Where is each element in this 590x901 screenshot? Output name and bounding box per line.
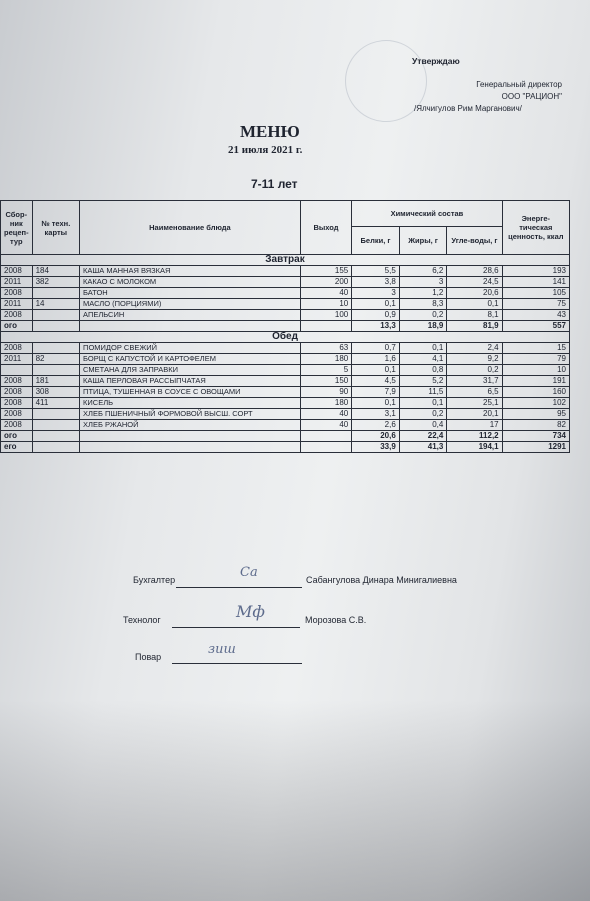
cell-dish-name: ХЛЕБ ПШЕНИЧНЫЙ ФОРМОВОЙ ВЫСШ. СОРТ — [80, 409, 301, 420]
cell-dish-name: КАКАО С МОЛОКОМ — [80, 277, 301, 288]
cell-dish-name: ХЛЕБ РЖАНОЙ — [80, 420, 301, 431]
cell-dish-name: КИСЕЛЬ — [80, 398, 301, 409]
cell-yield: 100 — [300, 310, 351, 321]
cell-tech-card: 14 — [32, 299, 79, 310]
cell-tech-card: 382 — [32, 277, 79, 288]
accountant-name: Сабангулова Динара Минигалиевна — [306, 575, 457, 585]
section-total-row — [1, 431, 570, 442]
header-energy: Энерге-тическая ценность, ккал — [502, 201, 569, 255]
cell-energy: 193 — [502, 266, 569, 277]
cell-dish-name: КАША ПЕРЛОВАЯ РАССЫПЧАТАЯ — [80, 376, 301, 387]
cell-fat: 0,2 — [399, 310, 447, 321]
approval-title: Утверждаю — [412, 56, 460, 66]
cell-tech-card: 411 — [32, 398, 79, 409]
cell-tech-card: 181 — [32, 376, 79, 387]
cell-protein: 0,7 — [352, 343, 400, 354]
cell-carb: 24,5 — [447, 277, 502, 288]
cell-recipe-source: 2008 — [1, 310, 33, 321]
total-empty-cell — [80, 321, 301, 332]
cell-carb: 28,6 — [447, 266, 502, 277]
cell-fat: 0,4 — [399, 420, 447, 431]
cell-protein: 0,1 — [352, 299, 400, 310]
cell-fat: 4,1 — [399, 354, 447, 365]
cell-yield: 155 — [300, 266, 351, 277]
cell-protein: 3 — [352, 288, 400, 299]
cell-carb: 31,7 — [447, 376, 502, 387]
total-energy: 557 — [502, 321, 569, 332]
grand-total-row — [1, 442, 570, 453]
header-recipe-source: Сбор-ник рецеп-тур — [1, 201, 33, 255]
cell-tech-card — [32, 343, 79, 354]
cell-protein: 0,1 — [352, 398, 400, 409]
cell-fat: 1,2 — [399, 288, 447, 299]
cell-dish-name: БОРЩ С КАПУСТОЙ И КАРТОФЕЛЕМ — [80, 354, 301, 365]
cell-dish-name: БАТОН — [80, 288, 301, 299]
menu-row — [1, 354, 570, 365]
cell-energy: 141 — [502, 277, 569, 288]
header-tech-card: № техн. карты — [32, 201, 79, 255]
grand-total-energy: 1291 — [502, 442, 569, 453]
cell-yield: 200 — [300, 277, 351, 288]
cell-recipe-source: 2008 — [1, 398, 33, 409]
document-title: МЕНЮ — [240, 122, 300, 141]
cell-carb: 17 — [447, 420, 502, 431]
menu-row — [1, 343, 570, 354]
menu-row — [1, 288, 570, 299]
total-empty-cell — [32, 321, 79, 332]
menu-row — [1, 387, 570, 398]
cell-energy: 15 — [502, 343, 569, 354]
total-fat: 22,4 — [399, 431, 447, 442]
grand-total-section — [1, 442, 570, 453]
cell-protein: 1,6 — [352, 354, 400, 365]
approval-company: ООО "РАЦИОН" — [501, 92, 562, 101]
cell-carb: 25,1 — [447, 398, 502, 409]
total-label: ого — [1, 431, 33, 442]
menu-row — [1, 299, 570, 310]
cell-carb: 20,6 — [447, 288, 502, 299]
cell-protein: 0,1 — [352, 365, 400, 376]
cook-signature-line — [172, 651, 302, 664]
cell-recipe-source: 2008 — [1, 266, 33, 277]
cell-recipe-source: 2008 — [1, 288, 33, 299]
cell-energy: 79 — [502, 354, 569, 365]
technologist-name: Морозова С.В. — [305, 615, 367, 625]
menu-row — [1, 310, 570, 321]
accountant-label: Бухгалтер — [133, 575, 176, 585]
cell-protein: 2,6 — [352, 420, 400, 431]
cell-recipe-source: 2008 — [1, 343, 33, 354]
cell-recipe-source: 2008 — [1, 420, 33, 431]
cell-tech-card — [32, 288, 79, 299]
cell-recipe-source: 2008 — [1, 376, 33, 387]
header-chemical: Химический состав — [352, 201, 502, 227]
header-dish-name: Наименование блюда — [80, 201, 301, 255]
cell-carb: 20,1 — [447, 409, 502, 420]
menu-row — [1, 266, 570, 277]
menu-row — [1, 277, 570, 288]
cell-energy: 102 — [502, 398, 569, 409]
cell-fat: 11,5 — [399, 387, 447, 398]
cell-dish-name: КАША МАННАЯ ВЯЗКАЯ — [80, 266, 301, 277]
total-empty-cell — [80, 431, 301, 442]
cell-yield: 40 — [300, 409, 351, 420]
bottom-shadow — [0, 700, 590, 901]
document-date: 21 июля 2021 г. — [228, 144, 303, 156]
total-fat: 18,9 — [399, 321, 447, 332]
total-empty-cell — [32, 431, 79, 442]
cell-yield: 10 — [300, 299, 351, 310]
cell-fat: 0,1 — [399, 398, 447, 409]
total-protein: 13,3 — [352, 321, 400, 332]
cell-recipe-source: 2011 — [1, 299, 33, 310]
cell-yield: 40 — [300, 420, 351, 431]
cell-dish-name: МАСЛО (ПОРЦИЯМИ) — [80, 299, 301, 310]
total-empty-cell — [300, 431, 351, 442]
cell-protein: 4,5 — [352, 376, 400, 387]
cell-yield: 180 — [300, 398, 351, 409]
cell-fat: 6,2 — [399, 266, 447, 277]
technologist-label: Технолог — [123, 615, 161, 625]
menu-row — [1, 376, 570, 387]
header-protein: Белки, г — [352, 227, 400, 255]
cell-protein: 7,9 — [352, 387, 400, 398]
cell-dish-name: ПОМИДОР СВЕЖИЙ — [80, 343, 301, 354]
total-energy: 734 — [502, 431, 569, 442]
cell-yield: 40 — [300, 288, 351, 299]
cell-protein: 0,9 — [352, 310, 400, 321]
menu-row — [1, 420, 570, 431]
section-title: Завтрак — [1, 255, 570, 266]
cell-tech-card: 82 — [32, 354, 79, 365]
breakfast-section — [1, 255, 570, 332]
grand-total-protein: 33,9 — [352, 442, 400, 453]
cell-recipe-source — [1, 365, 33, 376]
cook-label: Повар — [135, 652, 162, 662]
total-empty-cell — [300, 321, 351, 332]
cell-yield: 90 — [300, 387, 351, 398]
cell-fat: 0,2 — [399, 409, 447, 420]
header-yield: Выход — [300, 201, 351, 255]
total-label: ого — [1, 321, 33, 332]
total-protein: 20,6 — [352, 431, 400, 442]
total-carb: 81,9 — [447, 321, 502, 332]
cell-tech-card — [32, 409, 79, 420]
menu-row — [1, 409, 570, 420]
section-total-row — [1, 321, 570, 332]
cell-fat: 5,2 — [399, 376, 447, 387]
cook-signature: зиш — [208, 642, 236, 657]
technologist-signature: Мф — [236, 602, 265, 621]
header-carb: Угле-воды, г — [447, 227, 502, 255]
cell-tech-card: 308 — [32, 387, 79, 398]
menu-row — [1, 398, 570, 409]
age-group: 7-11 лет — [251, 177, 298, 191]
cell-yield: 180 — [300, 354, 351, 365]
cell-recipe-source: 2008 — [1, 387, 33, 398]
cell-fat: 3 — [399, 277, 447, 288]
total-carb: 112,2 — [447, 431, 502, 442]
cell-carb: 0,1 — [447, 299, 502, 310]
grand-total-fat: 41,3 — [399, 442, 447, 453]
cell-energy: 105 — [502, 288, 569, 299]
cell-protein: 3,1 — [352, 409, 400, 420]
cell-energy: 82 — [502, 420, 569, 431]
cell-recipe-source: 2011 — [1, 354, 33, 365]
cell-dish-name: АПЕЛЬСИН — [80, 310, 301, 321]
cell-fat: 0,8 — [399, 365, 447, 376]
cell-energy: 95 — [502, 409, 569, 420]
cell-carb: 9,2 — [447, 354, 502, 365]
accountant-signature-line — [176, 575, 302, 588]
cell-dish-name: СМЕТАНА ДЛЯ ЗАПРАВКИ — [80, 365, 301, 376]
cell-yield: 63 — [300, 343, 351, 354]
cell-carb: 2,4 — [447, 343, 502, 354]
cell-protein: 3,8 — [352, 277, 400, 288]
cell-fat: 0,1 — [399, 343, 447, 354]
cell-recipe-source: 2011 — [1, 277, 33, 288]
grand-total-label: его — [1, 442, 33, 453]
cell-tech-card: 184 — [32, 266, 79, 277]
cell-tech-card — [32, 365, 79, 376]
accountant-signature: Са — [240, 565, 258, 580]
cell-yield: 5 — [300, 365, 351, 376]
cell-dish-name: ПТИЦА, ТУШЕННАЯ В СОУСЕ С ОВОЩАМИ — [80, 387, 301, 398]
cell-tech-card — [32, 310, 79, 321]
section-title: Обед — [1, 332, 570, 343]
lunch-section — [1, 332, 570, 442]
approval-signer: /Ялчигулов Рим Марганович/ — [414, 104, 522, 113]
header-fat: Жиры, г — [399, 227, 447, 255]
cell-energy: 160 — [502, 387, 569, 398]
cell-carb: 0,2 — [447, 365, 502, 376]
cell-energy: 10 — [502, 365, 569, 376]
grand-total-carb: 194,1 — [447, 442, 502, 453]
cell-protein: 5,5 — [352, 266, 400, 277]
cell-energy: 75 — [502, 299, 569, 310]
cell-energy: 43 — [502, 310, 569, 321]
menu-row — [1, 365, 570, 376]
cell-fat: 8,3 — [399, 299, 447, 310]
cell-carb: 6,5 — [447, 387, 502, 398]
menu-table — [0, 200, 570, 453]
approval-position: Генеральный директор — [476, 80, 562, 89]
cell-yield: 150 — [300, 376, 351, 387]
approval-block — [412, 55, 590, 115]
cell-tech-card — [32, 420, 79, 431]
cell-energy: 191 — [502, 376, 569, 387]
cell-carb: 8,1 — [447, 310, 502, 321]
cell-recipe-source: 2008 — [1, 409, 33, 420]
